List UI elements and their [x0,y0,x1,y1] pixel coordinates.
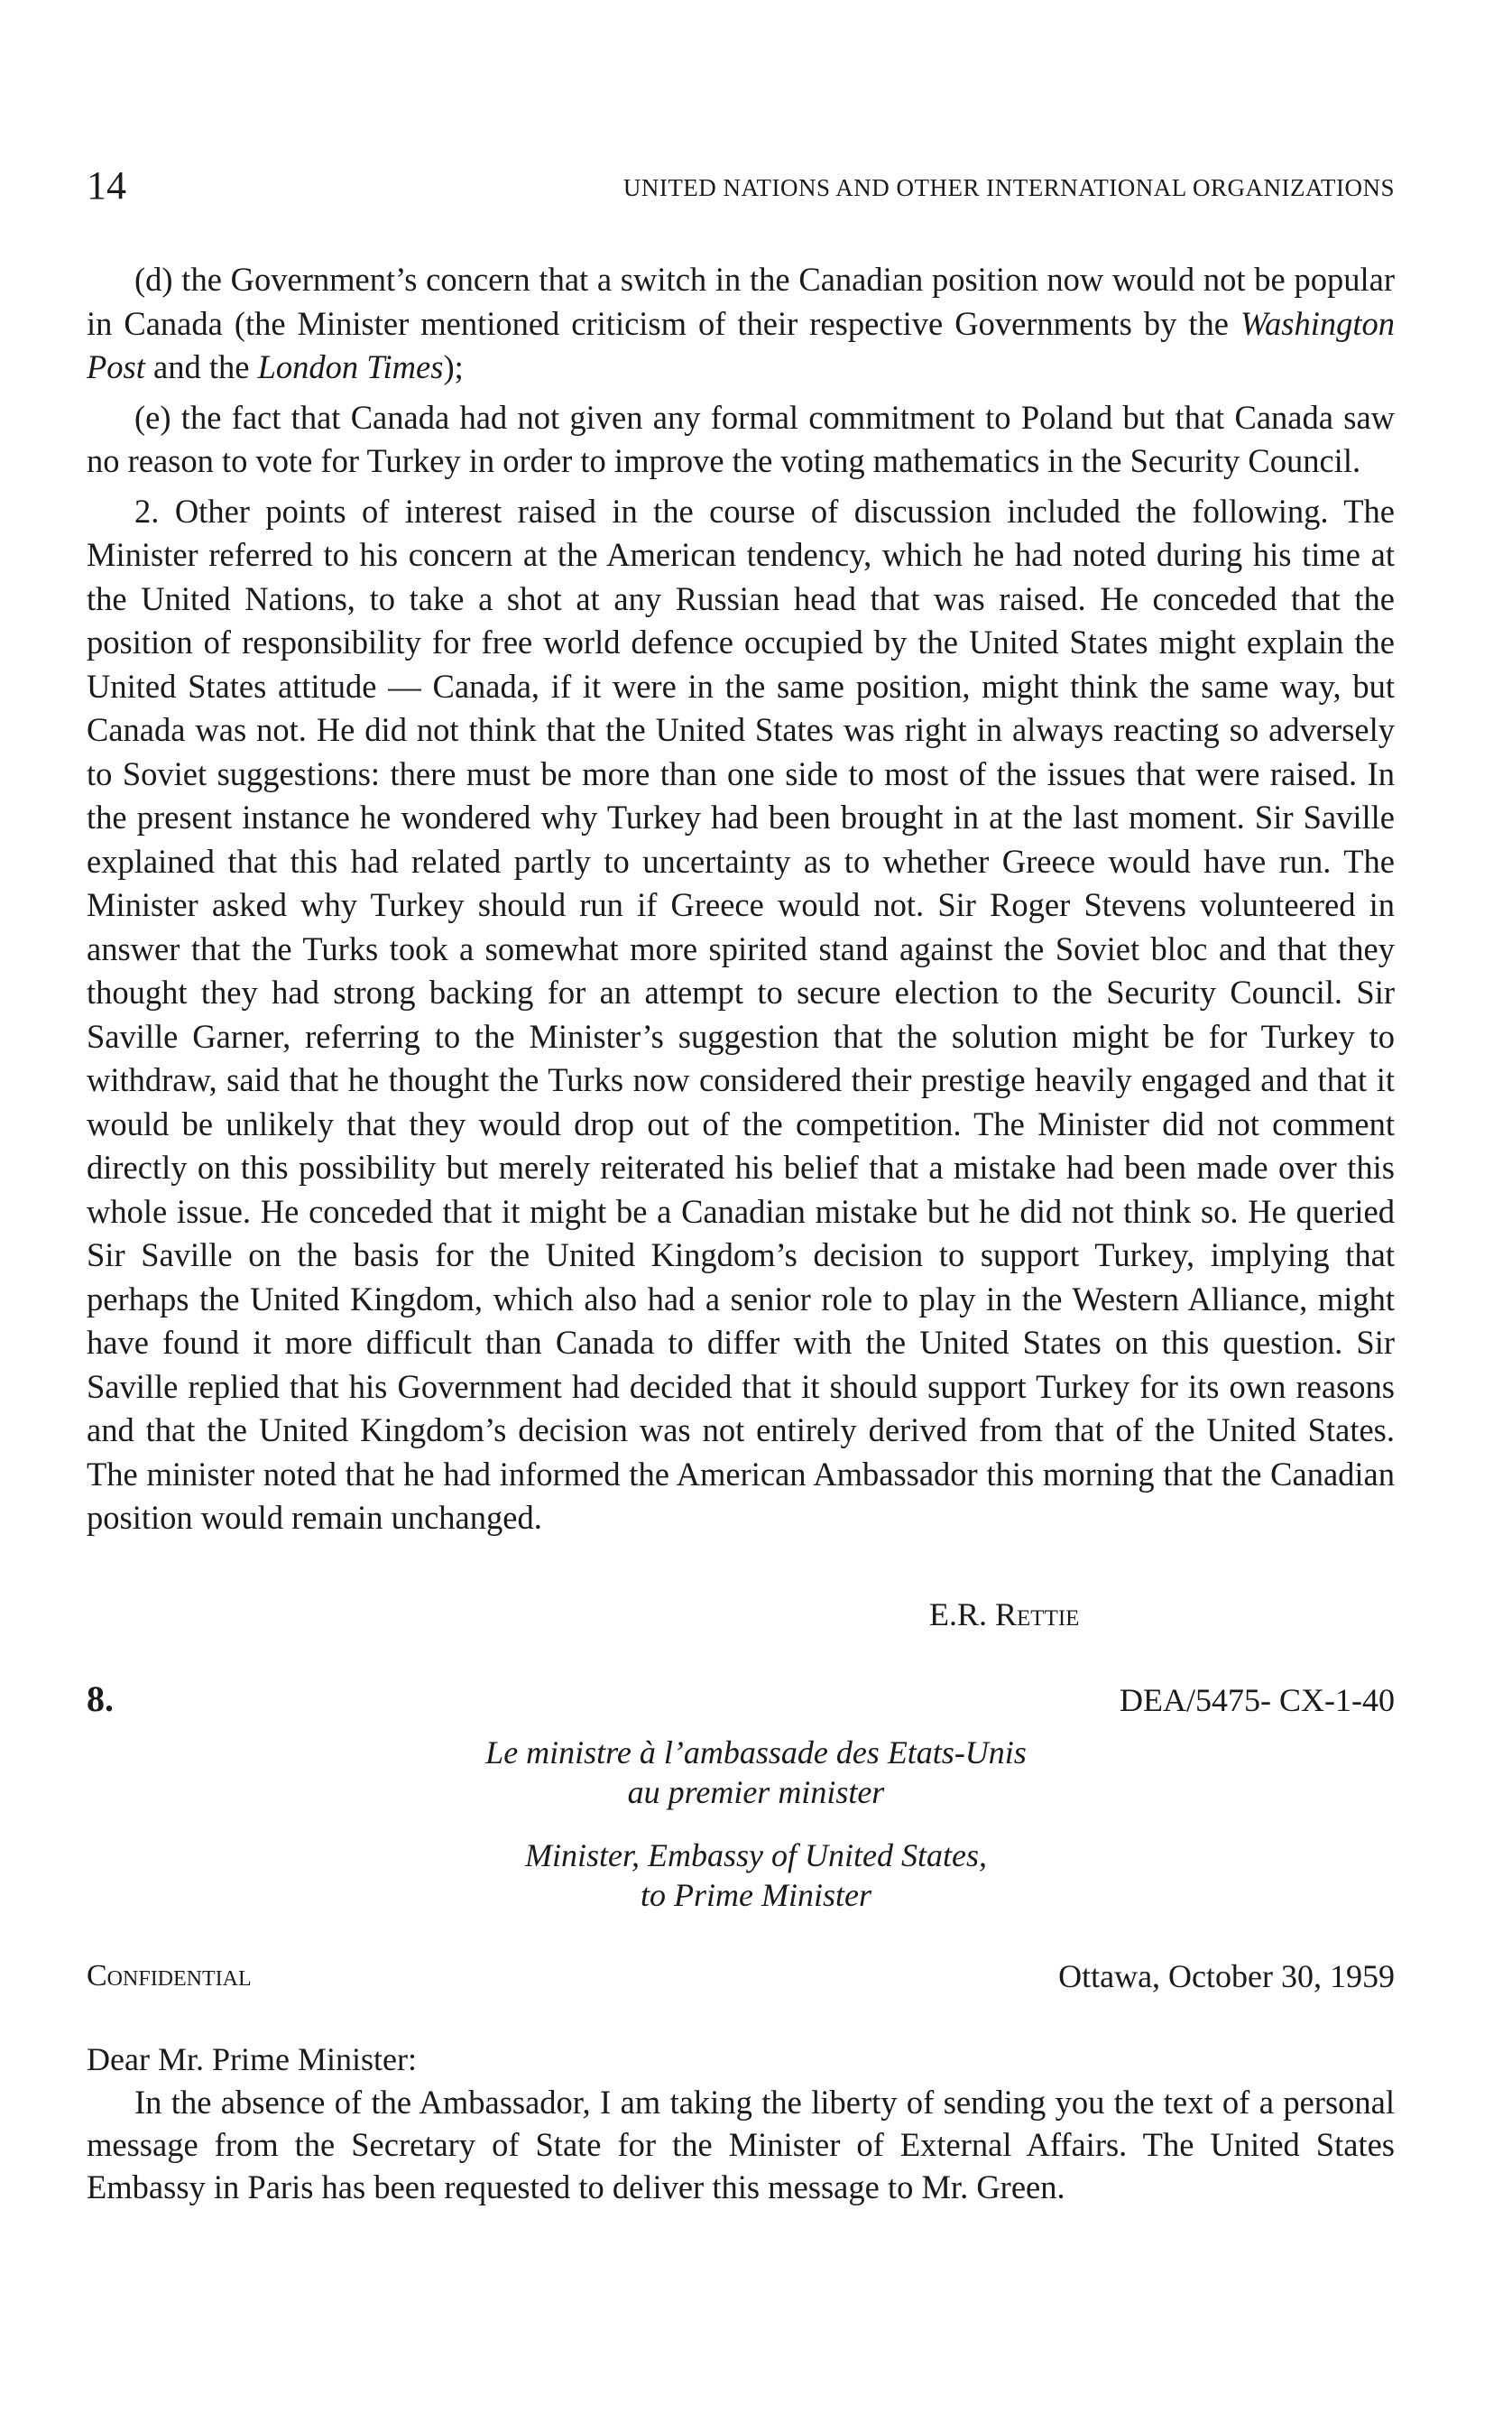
page-header [87,159,1395,213]
paragraph-d-text-1: (d) the Government’s concern that a switch in the Canadian position now would not be popular in Canada (the Minister mentioned criticism of their respective Governments by the [87,261,1395,342]
memo-body [87,258,1395,1547]
title-fr-line-2: au premier minister [627,1774,885,1810]
dateline: Ottawa, October 30, 1959 [1058,1958,1395,1994]
signature-initials: E.R. [929,1596,996,1632]
signature [929,1593,1079,1636]
signature-surname: Rettie [995,1596,1080,1632]
title-en-line-2: to Prime Minister [641,1877,871,1913]
paragraph-2: 2. Other points of interest raised in the course of discussion included the following. The Minister referred to his concern at the American tendency, which he had noted during his time at the United Nations, to take a shot at any Russian head that was raised. He conceded that the position of responsibility for free world defence occupied by the United States might explain the United States attitude — Canada, if it were in the same position, might think the same way, but Canada was not. He did not think that the United States was right in always reacting so adversely to Soviet suggestions: there must be more than one side to most of the issues that were raised. In the present instance he wondered why Turkey had been brought in at the last moment. Sir Saville explained that this had related partly to uncertainty as to whether Greece would have run. The Minister asked why Turkey should run if Greece would not. Sir Roger Stevens volunteered in answer that the Turks took a somewhat more spirited stand against the Soviet bloc and that they thought they had strong backing for an attempt to secure election to the Security Council. Sir Saville Garner, referring to the Minister’s suggestion that the solution might be for Turkey to withdraw, said that he thought the Turks now considered their prestige heavily engaged and that it would be unlikely that they would drop out of the competition. The Minister did not comment directly on this possibility but merely reiterated his belief that a mistake had been made over this whole issue. He conceded that it might be a Canadian mistake but he did not think so. He queried Sir Saville on the basis for the United Kingdom’s decision to support Turkey, implying that perhaps the United Kingdom, which also had a senior role to play in the Western Alliance, might have found it more difficult than Canada to differ with the United States on this question. Sir Saville replied that his Government had decided that it should support Turkey for its own reasons and that the United Kingdom’s decision was not entirely derived from that of the United States. The minister noted that he had informed the American Ambassador this morning that the Canadian position would remain unchanged. [87,492,1395,1536]
classification-label: Confidential [87,1959,252,1992]
paragraph-d-text-2: and the [144,348,258,385]
title-fr-line-1: Le ministre à l’ambassade des Etats-Unis [485,1734,1027,1770]
salutation: Dear Mr. Prime Minister: [87,2041,417,2077]
letter-body: In the absence of the Ambassador, I am taking the liberty of sending you the text of a personal message from the Secretary of State for the Minister of External Affairs. The United States Embassy in Paris has been requested to deliver this message to Mr. Green. [87,2084,1395,2205]
paragraph-e: (e) the fact that Canada had not given any formal commitment to Poland but that Canada saw no reason to vote for Turkey in order to improve the voting mathematics in the Security Council. [87,398,1395,479]
paragraph-d [87,258,1395,390]
page-number: 14 [87,163,126,208]
paragraph-d-italic-2: London Times [257,348,444,385]
document-title [271,1733,1241,1915]
title-en-line-1: Minister, Embassy of United States, [525,1837,987,1873]
document-reference: DEA/5475- CX-1-40 [1120,1682,1395,1718]
document-number: 8. [87,1678,114,1719]
running-head: UNITED NATIONS AND OTHER INTERNATIONAL ORGANIZATIONS [622,174,1395,201]
paragraph-d-italic-1: Washington Post [87,304,1395,385]
paragraph-d-text-3: ); [443,348,464,385]
